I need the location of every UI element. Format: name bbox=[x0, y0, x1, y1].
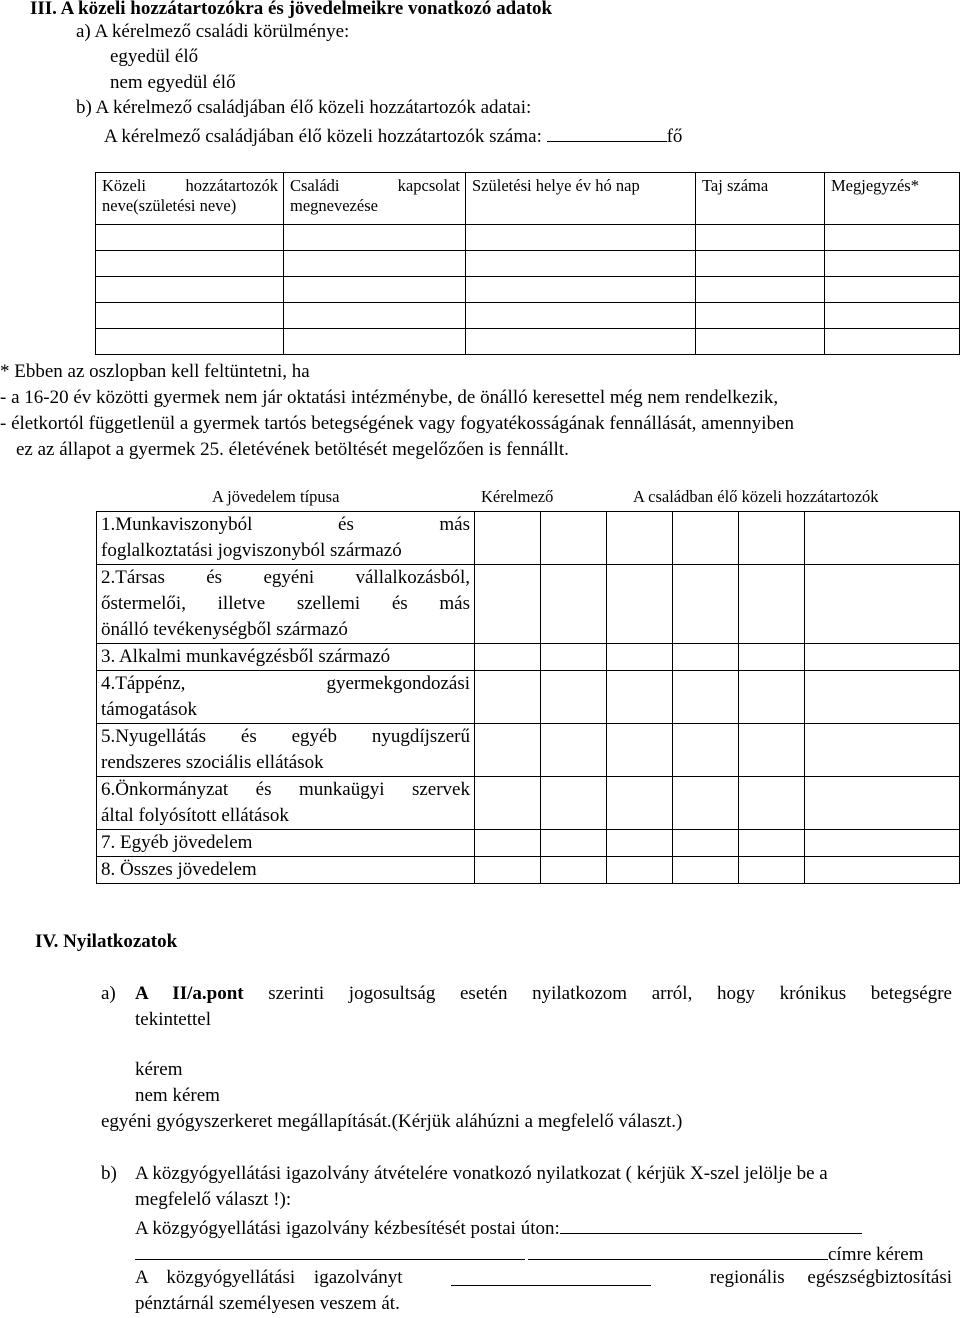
table-row bbox=[96, 251, 960, 277]
declaration-a-text bbox=[135, 983, 952, 1031]
table-row bbox=[96, 329, 960, 355]
table-row bbox=[97, 724, 960, 777]
footnote-line-3: ez az állapot a gyermek 25. életévének betöltését megelőzően is fennállt. bbox=[16, 439, 569, 460]
table-row bbox=[97, 671, 960, 724]
option-no-request[interactable]: nem kérem bbox=[135, 1085, 220, 1106]
personal-pickup-field[interactable] bbox=[451, 1267, 651, 1286]
income-row-1-line1: 1.Munkaviszonyból és más bbox=[101, 514, 470, 535]
income-type-cell bbox=[97, 565, 475, 644]
section-4-title: IV. Nyilatkozatok bbox=[35, 931, 178, 952]
personal-pickup-row bbox=[135, 1267, 952, 1289]
table-row bbox=[97, 857, 960, 884]
postal-delivery-label: A közgyógyellátási igazolvány kézbesítését postai úton: bbox=[135, 1218, 560, 1239]
option-not-living-alone[interactable]: nem egyedül élő bbox=[110, 72, 236, 93]
income-row-5-line1: 5.Nyugellátás és egyéb nyugdíjszerű bbox=[101, 726, 470, 747]
personal-pickup-label: A közgyógyellátási igazolványt bbox=[135, 1267, 403, 1288]
relatives-count-label: A kérelmező családjában élő közeli hozzátartozók száma: bbox=[104, 126, 542, 147]
table-row bbox=[97, 777, 960, 830]
address-field-1[interactable] bbox=[135, 1241, 525, 1260]
income-col-relatives-header: A családban élő közeli hozzátartozók bbox=[633, 487, 879, 506]
table-row bbox=[96, 225, 960, 251]
option-living-alone[interactable]: egyedül élő bbox=[110, 46, 199, 67]
relatives-data-label: b) A kérelmező családjában élő közeli hozzátartozók adatai: bbox=[76, 97, 532, 118]
relatives-count-unit: fő bbox=[666, 126, 683, 147]
section-3-title: III. A közeli hozzátartozókra és jövedelmeikre vonatkozó adatok bbox=[30, 0, 553, 19]
income-row-5-line2: rendszeres szociális ellátások bbox=[101, 752, 324, 773]
income-row-6-line1: 6.Önkormányzat és munkaügyi szervek bbox=[101, 779, 470, 800]
income-type-cell bbox=[97, 644, 475, 671]
footnote-intro: * Ebben az oszlopban kell feltüntetni, ha bbox=[0, 361, 310, 382]
postal-delivery-field[interactable] bbox=[560, 1215, 862, 1234]
header-relative-name-line2: neve(születési neve) bbox=[102, 196, 237, 215]
relatives-count-row bbox=[104, 123, 682, 148]
income-row-7-line1: 7. Egyéb jövedelem bbox=[101, 832, 253, 853]
declaration-a-line2: tekintettel bbox=[135, 1009, 211, 1030]
declaration-b-marker: b) bbox=[101, 1163, 117, 1184]
income-row-2-line3: önálló tevékenységből származó bbox=[101, 619, 348, 640]
declaration-b-line2: megfelelő választ !): bbox=[135, 1189, 292, 1210]
personal-pickup-line3: pénztárnál személyesen veszem át. bbox=[135, 1293, 400, 1314]
header-relative-name bbox=[96, 173, 284, 225]
income-row-4-line1: 4.Táppénz, gyermekgondozási bbox=[101, 673, 470, 694]
declaration-a-conclusion: egyéni gyógyszerkeret megállapítását.(Kérjük aláhúzni a megfelelő választ.) bbox=[101, 1111, 683, 1132]
table-row bbox=[96, 277, 960, 303]
income-col-applicant-header: Kérelmező bbox=[481, 487, 554, 506]
header-birth-place-date: Születési helye év hó nap bbox=[466, 173, 696, 225]
income-type-cell bbox=[97, 857, 475, 884]
income-type-cell bbox=[97, 671, 475, 724]
relatives-table-header bbox=[96, 173, 960, 225]
family-status-label: a) A kérelmező családi körülménye: bbox=[76, 21, 350, 42]
income-col-type-header: A jövedelem típusa bbox=[212, 487, 340, 506]
address-row bbox=[135, 1241, 923, 1266]
declaration-b-line1: A közgyógyellátási igazolvány átvételére vonatkozó nyilatkozat ( kérjük X-szel jelölje be a bbox=[135, 1163, 828, 1184]
declaration-a-text1: szerinti jogosultság esetén nyilatkozom arról, hogy krónikus betegségre bbox=[268, 983, 952, 1004]
relatives-count-field[interactable] bbox=[547, 123, 667, 142]
income-type-cell bbox=[97, 830, 475, 857]
personal-pickup-label2: regionális egészségbiztosítási bbox=[709, 1267, 952, 1288]
header-relative-name-line1: Közeli hozzátartozók bbox=[102, 176, 278, 195]
income-type-cell bbox=[97, 512, 475, 565]
table-row bbox=[97, 565, 960, 644]
footnote-line-2: - életkortól függetlenül a gyermek tartós betegségének vagy fogyatékosságának fennállását, amennyiben bbox=[0, 413, 795, 434]
header-remark: Megjegyzés* bbox=[825, 173, 960, 225]
relatives-table bbox=[95, 172, 960, 355]
income-row-4-line2: támogatások bbox=[101, 699, 198, 720]
income-row-1-line2: foglalkoztatási jogviszonyból származó bbox=[101, 540, 402, 561]
declaration-a-marker: a) bbox=[101, 983, 116, 1004]
header-family-relation bbox=[284, 173, 466, 225]
option-request[interactable]: kérem bbox=[135, 1059, 183, 1080]
table-row bbox=[96, 303, 960, 329]
table-row bbox=[97, 644, 960, 671]
income-row-2-line2: őstermelői, illetve szellemi és más bbox=[101, 593, 470, 614]
table-row bbox=[97, 830, 960, 857]
income-row-2-line1: 2.Társas és egyéni vállalkozásból, bbox=[101, 567, 470, 588]
footnote-line-1: - a 16-20 év közötti gyermek nem jár oktatási intézménybe, de önálló keresettel még nem rendelkezik, bbox=[0, 387, 779, 408]
income-row-3-line1: 3. Alkalmi munkavégzésből származó bbox=[101, 646, 391, 667]
declaration-a-ref: A II/a.pont bbox=[135, 983, 244, 1004]
header-taj-number: Taj száma bbox=[696, 173, 825, 225]
income-table bbox=[96, 511, 960, 884]
declaration-a-line1 bbox=[135, 983, 952, 1005]
income-type-cell bbox=[97, 724, 475, 777]
header-family-relation-line2: megnevezése bbox=[290, 196, 378, 215]
address-suffix: címre kérem bbox=[828, 1244, 924, 1265]
income-row-6-line2: által folyósított ellátások bbox=[101, 805, 289, 826]
header-family-relation-line1: Családi kapcsolat bbox=[290, 176, 460, 195]
table-row bbox=[97, 512, 960, 565]
income-type-cell bbox=[97, 777, 475, 830]
address-field-2[interactable] bbox=[528, 1241, 828, 1260]
income-row-8-line1: 8. Összes jövedelem bbox=[101, 859, 257, 880]
postal-delivery-row bbox=[135, 1215, 862, 1240]
